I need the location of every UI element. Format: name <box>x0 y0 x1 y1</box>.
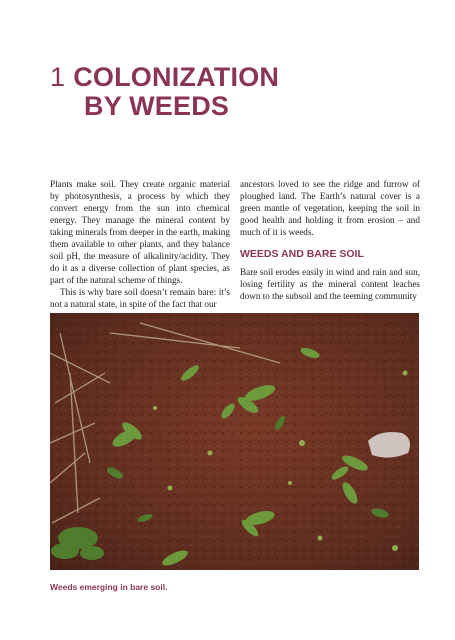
section-heading: WEEDS AND BARE SOIL <box>240 248 364 260</box>
paragraph: Plants make soil. They create organic material by photosynthesis, a process by which they convert energy from the sun into chemical energy. They manage the mineral content by taking minerals from deeper in the earth, making them available to other plants, and they balance soil pH, the measure of alkalinity/acidity. They do it as a diverse collection of plant species, as part of the natural scheme of things. <box>50 179 230 285</box>
chapter-number: 1 <box>50 62 66 92</box>
chapter-title-line2: BY WEEDS <box>84 91 230 121</box>
figure-caption: Weeds emerging in bare soil. <box>50 582 168 592</box>
body-columns <box>50 178 420 310</box>
paragraph: ancestors loved to see the ridge and furrow of ploughed land. The Earth’s natural cover is a green mantle of vegetation, keeping the soil in good health and holding it from erosion – and much of it is weeds. <box>240 179 420 237</box>
weeds-photo-image <box>50 313 419 570</box>
chapter-heading <box>50 63 279 121</box>
chapter-title-line1: COLONIZATION <box>73 62 280 92</box>
left-column <box>50 178 230 310</box>
paragraph: Bare soil erodes easily in wind and rain and sun, losing fertility as the mineral content leaches down to the subsoil and the teeming community <box>240 267 420 301</box>
paragraph: This is why bare soil doesn’t remain bare: it’s not a natural state, in spite of the fact that our <box>50 287 230 309</box>
right-column <box>240 178 420 310</box>
weeds-photo <box>50 313 419 570</box>
